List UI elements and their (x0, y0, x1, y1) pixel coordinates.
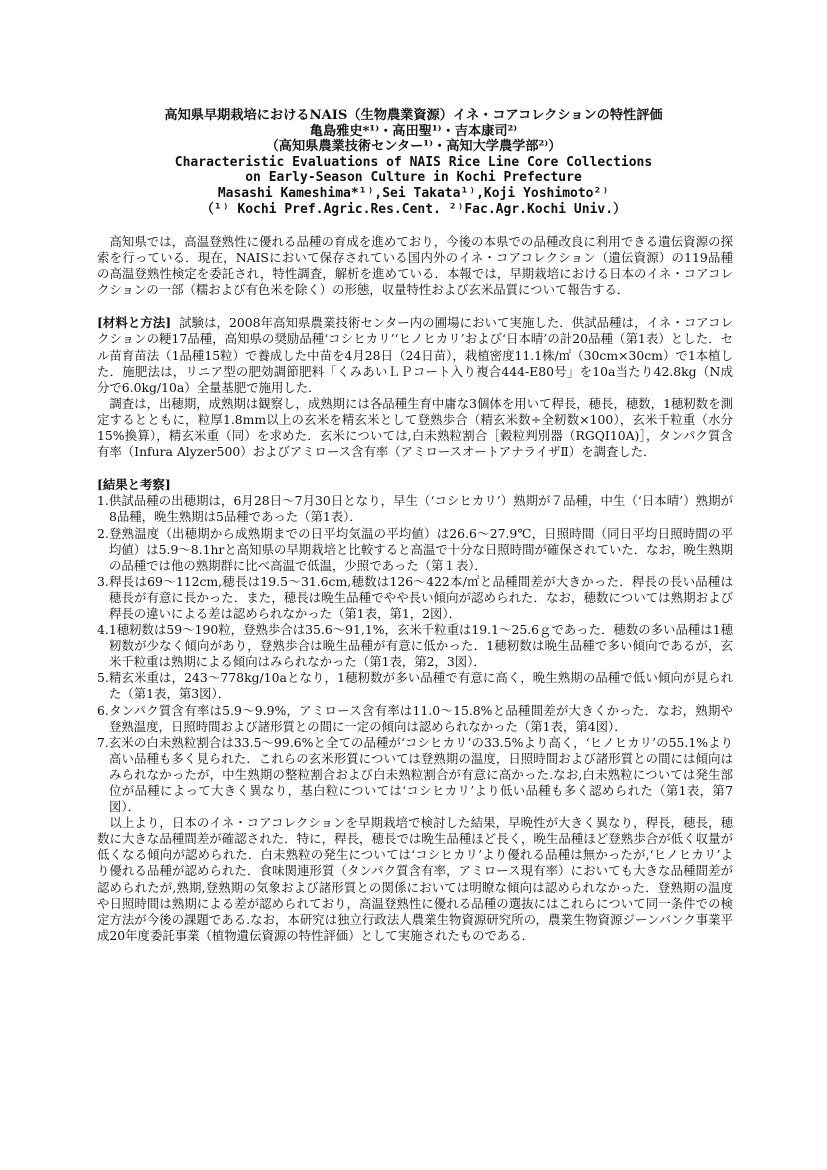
title-english-line-1: Characteristic Evaluations of NAIS Rice Line Core Collections (174, 154, 653, 170)
results-item-2: 2.登熟温度（出穂期から成熟期までの日平均気温の平均値）は26.6～27.9℃，日照時間（同日平均日照時間の平均値）は5.9～8.1hrと高知県の早期栽培と比較すると高温で十分な日照時間が確保されていた．なお，晩生熟期の品種では他の熟期群に比べ高温で低温，少照であった（第１表）． (97, 525, 733, 573)
title-english-line-2: on Early-Season Culture in Kochi Prefecture (245, 170, 582, 186)
paper-body (97, 234, 733, 944)
intro-paragraph: 高知県では，高温登熟性に優れる品種の育成を進めており，今後の本県での品種改良に利用できる遺伝資源の探索を行っている．現在，NAISにおいて保存されている国内外のイネ・コアコレクション（遺伝資源）の119品種の高温登熟性検定を委託され，特性調査，解析を進めている．本報では，早期栽培における日本のイネ・コアコレクションの一部（糯および有色米を除く）の形態，収量特性および玄米品質について報告する． (97, 234, 733, 298)
results-list (97, 493, 733, 815)
conclusion-paragraph: 以上より，日本のイネ・コアコレクションを早期栽培で検討した結果，早晩性が大きく異なり，稈長，穂長，穂数に大きな品種間差が確認された．特に，稈長，穂長では晩生品種ほど長く，晩生品種ほど登熟歩合が低く収量が低くなる傾向が認められた．白未熟粒の発生については‘コシヒカリ’より優れる品種は無かったが,‘ヒノヒカリ’より優れる品種が認められた．食味関連形質（タンパク質含有率，アミロース現有率）においても大きな品種間差が認められたが,熟期,登熟期の気象および諸形質との関係においては明瞭な傾向は認められなかった．登熟期の温度や日照時間は熟期による差が認められており，高温登熟性に優れる品種の選抜にはこれらについて同一条件での検定方法が今後の課題である.なお，本研究は独立行政法人農業生物資源研究所の，農業生物資源ジーンバンク事業平成20年度委託事業（植物遺伝資源の特性評価）として実施されたものである． (97, 815, 733, 943)
affiliation-english: （¹⁾ Kochi Pref.Agric.Res.Cent. ²⁾Fac.Agr.Kochi Univ.） (200, 201, 627, 217)
results-item-4: 4.1穂籾数は59～190粒，登熟歩合は35.6～91,1%，玄米千粒重は19.1～25.6ｇであった．穂数の多い品種は1穂籾数が少なく傾向があり，登熟歩合は晩生品種が有意に低かった．1穂籾数は晩生品種で多い傾向であるが，玄米千粒重は熟期による傾向はみられなかった（第1表，第2，3図）． (97, 622, 733, 670)
paper-header (80, 108, 747, 217)
methods-text-2: 調査は，出穂期，成熟期は観察し，成熟期には各品種生育中庸な3個体を用いて稈長，穂長，穂数，1穂籾数を測定するとともに，粒厚1.8mm以上の玄米を精玄米として登熟歩合（精玄米数÷全籾数×100），玄米千粒重（水分15%換算），精玄米重（同）を求めた．玄米については,白未熟粒割合［穀粒判別器（RGQI10A)］，タンパク質含有率（Infura Alyzer500）およびアミロース含有率（アミロースオートアナライザⅡ）を調査した． (97, 395, 733, 460)
section-gap (97, 460, 733, 477)
results-item-6: 6.タンパク質含有率は5.9～9.9%，アミロース含有率は11.0～15.8%と品種間差が大きくかった．なお，熟期や登熟温度，日照時間および諸形質との間に一定の傾向は認められなかった（第1表，第4図）． (97, 702, 733, 734)
authors-english: Masashi Kameshima*¹⁾,Sei Takata¹⁾,Koji Yoshimoto²⁾ (217, 185, 610, 201)
title-japanese: 高知県早期栽培におけるNAIS（生物農業資源）イネ・コアコレクションの特性評価 (164, 108, 663, 123)
authors-japanese: 亀島雅史*¹⁾・高田聖¹⁾・吉本康司²⁾ (309, 123, 518, 139)
results-item-1: 1.供試品種の出穂期は，6月28日～7月30日となり，早生（‘コシヒカリ’）熟期が７品種，中生（‘日本晴’）熟期が8品種，晩生熟期は5品種であった（第1表）． (97, 493, 733, 525)
results-item-5: 5.精玄米重は，243～778kg/10aとなり，1穂籾数が多い品種で有意に高く，晩生熟期の品種で低い傾向が見られた（第1表，第3図）． (97, 670, 733, 702)
methods-paragraph (97, 315, 733, 395)
affiliation-japanese: （高知県農業技術センター¹⁾・高知大学農学部²⁾） (265, 139, 562, 155)
methods-heading: [材料と方法] (97, 315, 172, 331)
results-heading: [結果と考察] (97, 477, 171, 493)
section-gap (97, 298, 733, 315)
results-item-7: 7.玄米の白未熟粒割合は33.5～99.6%と全ての品種が‘コシヒカリ’の33.5%より高く，‘ヒノヒカリ’の55.1%より高い品種も多く見られた．これらの玄米形質については登熟期の温度，日照時間および諸形質との間には傾向はみられなかったが，中生熟期の整粒割合および白未熟粒割合が有意に高かった.なお,白未熟粒については発生部位が品種によって大きく異なり，基白粒については‘コシヒカリ’より低い品種も多く認められた（第1表，第7図）． (97, 734, 733, 815)
methods-text-1: 試験は，2008年高知県農業技術センター内の圃場において実施した．供試品種は，イネ・コアコレクションの粳17品種，高知県の奨励品種‘コシヒカリ’‘ヒノヒカリ’および‘日本晴’の計20品種（第1表）とした．セル苗育苗法（1品種15粒）で養成した中苗を4月28日（24日苗），栽植密度11.1株/㎡（30cm×30cm）で1本植した．施肥法は，リニア型の肥効調節肥料「くみあいＬＰコート入り複合444-E80号」を10a当たり42.8kg（N成分で6.0kg/10a）全量基肥で施用した． (97, 315, 733, 395)
results-item-3: 3.稈長は69～112cm,穂長は19.5～31.6cm,穂数は126～422本/㎡と品種間差が大きかった．稈長の長い品種は穂長が有意に長かった．また，穂長は晩生品種でやや長い傾向が認められた．なお，穂数については熟期および稈長の違いによる差は認められなかった（第1表，第1，2図）． (97, 573, 733, 621)
